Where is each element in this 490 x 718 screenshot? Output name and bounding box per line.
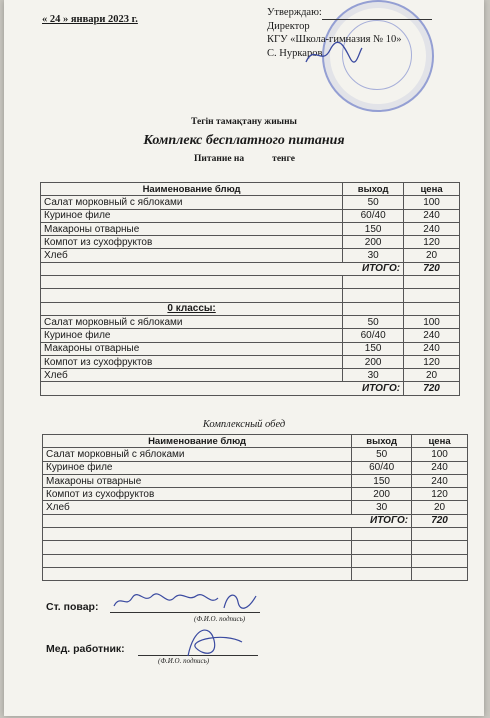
dish-name: Компот из сухофруктов bbox=[41, 355, 343, 368]
dish-price: 240 bbox=[404, 329, 460, 342]
document-date: « 24 » январи 2023 г. bbox=[42, 14, 138, 25]
dish-name: Макароны отварные bbox=[41, 342, 343, 355]
dish-price: 20 bbox=[412, 501, 468, 514]
empty-row bbox=[41, 276, 460, 289]
header-dish: Наименование блюд bbox=[43, 435, 352, 448]
table-row bbox=[41, 355, 460, 368]
dish-name: Хлеб bbox=[41, 369, 343, 382]
dish-price: 120 bbox=[404, 236, 460, 249]
table-row bbox=[41, 369, 460, 382]
dish-name: Компот из сухофруктов bbox=[41, 236, 343, 249]
dish-price: 20 bbox=[404, 249, 460, 262]
dish-name: Салат морковный с яблоками bbox=[41, 315, 343, 328]
empty-row bbox=[43, 567, 468, 580]
dish-output: 60/40 bbox=[352, 461, 412, 474]
cook-label: Ст. повар: bbox=[46, 601, 99, 613]
table-row bbox=[41, 315, 460, 328]
dish-output: 30 bbox=[343, 369, 404, 382]
dish-price: 240 bbox=[412, 474, 468, 487]
total-row bbox=[41, 382, 460, 395]
table-header-row bbox=[41, 183, 460, 196]
menu-table-complex bbox=[42, 434, 468, 581]
table-row bbox=[41, 196, 460, 209]
dish-output: 60/40 bbox=[343, 329, 404, 342]
dish-output: 150 bbox=[352, 474, 412, 487]
title-kazakh: Тегін тамақтану жиыны bbox=[191, 117, 297, 127]
dish-price: 100 bbox=[404, 315, 460, 328]
header-price: цена bbox=[404, 183, 460, 196]
table-row bbox=[43, 501, 468, 514]
dish-output: 150 bbox=[343, 222, 404, 235]
dish-name: Салат морковный с яблоками bbox=[41, 196, 343, 209]
medic-label: Мед. работник: bbox=[46, 643, 125, 655]
approve-school: КГУ «Школа-гимназия № 10» bbox=[267, 34, 402, 45]
document-page bbox=[4, 0, 484, 716]
total-row bbox=[43, 514, 468, 527]
table-row bbox=[41, 236, 460, 249]
header-price: цена bbox=[412, 435, 468, 448]
dish-name: Салат морковный с яблоками bbox=[43, 448, 352, 461]
director-signature bbox=[304, 40, 364, 70]
total-label: ИТОГО: bbox=[41, 382, 404, 395]
dish-name: Хлеб bbox=[43, 501, 352, 514]
dish-name: Куриное филе bbox=[43, 461, 352, 474]
dish-output: 200 bbox=[352, 488, 412, 501]
approve-position: Директор bbox=[267, 20, 310, 32]
dish-price: 240 bbox=[412, 461, 468, 474]
dish-price: 120 bbox=[412, 488, 468, 501]
table-row bbox=[43, 488, 468, 501]
dish-price: 240 bbox=[404, 209, 460, 222]
total-label: ИТОГО: bbox=[41, 262, 404, 275]
header-output: выход bbox=[352, 435, 412, 448]
dish-name: Компот из сухофруктов bbox=[43, 488, 352, 501]
dish-name: Куриное филе bbox=[41, 329, 343, 342]
dish-price: 240 bbox=[404, 342, 460, 355]
cook-signature bbox=[112, 588, 262, 614]
empty-row bbox=[43, 541, 468, 554]
total-label: ИТОГО: bbox=[43, 514, 412, 527]
subtitle: Питание на тенге bbox=[194, 154, 295, 164]
dish-output: 30 bbox=[352, 501, 412, 514]
table-header-row bbox=[43, 435, 468, 448]
approve-heading: Утверждаю: bbox=[267, 6, 432, 20]
dish-output: 200 bbox=[343, 355, 404, 368]
header-output: выход bbox=[343, 183, 404, 196]
section-label: 0 классы: bbox=[41, 302, 343, 315]
empty-row bbox=[43, 528, 468, 541]
total-value: 720 bbox=[412, 514, 468, 527]
dish-name: Макароны отварные bbox=[41, 222, 343, 235]
empty-row bbox=[41, 289, 460, 302]
menu-table-free bbox=[40, 182, 460, 396]
total-row bbox=[41, 262, 460, 275]
table-row bbox=[41, 209, 460, 222]
dish-price: 120 bbox=[404, 355, 460, 368]
header-dish: Наименование блюд bbox=[41, 183, 343, 196]
section-row bbox=[41, 302, 460, 315]
table-row bbox=[41, 222, 460, 235]
medic-hint: (Ф.И.О. подпись) bbox=[158, 657, 210, 665]
table-row bbox=[41, 342, 460, 355]
table-row bbox=[43, 448, 468, 461]
table-row bbox=[43, 461, 468, 474]
dish-price: 100 bbox=[412, 448, 468, 461]
dish-price: 20 bbox=[404, 369, 460, 382]
title-russian: Комплекс бесплатного питания bbox=[143, 133, 345, 148]
table-row bbox=[41, 249, 460, 262]
dish-name: Хлеб bbox=[41, 249, 343, 262]
table-row bbox=[41, 329, 460, 342]
total-value: 720 bbox=[404, 262, 460, 275]
total-value: 720 bbox=[404, 382, 460, 395]
dish-price: 100 bbox=[404, 196, 460, 209]
dish-name: Куриное филе bbox=[41, 209, 343, 222]
dish-output: 50 bbox=[343, 196, 404, 209]
dish-output: 200 bbox=[343, 236, 404, 249]
dish-price: 240 bbox=[404, 222, 460, 235]
dish-output: 150 bbox=[343, 342, 404, 355]
dish-output: 30 bbox=[343, 249, 404, 262]
medic-signature bbox=[180, 622, 250, 660]
dish-name: Макароны отварные bbox=[43, 474, 352, 487]
dish-output: 60/40 bbox=[343, 209, 404, 222]
approve-name: С. Нуркаров bbox=[267, 47, 323, 59]
empty-row bbox=[43, 554, 468, 567]
dish-output: 50 bbox=[343, 315, 404, 328]
cook-hint: (Ф.И.О. подпись) bbox=[194, 615, 246, 623]
dish-output: 50 bbox=[352, 448, 412, 461]
table-row bbox=[43, 474, 468, 487]
complex-lunch-title: Комплексный обед bbox=[202, 419, 286, 430]
